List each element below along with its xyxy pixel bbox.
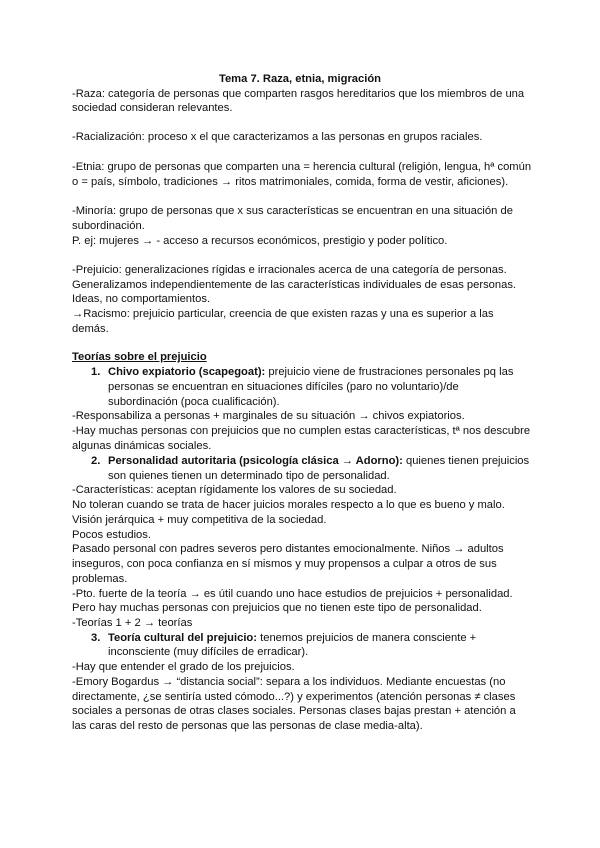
- list-item-text: quienes tienen prejuicios: [402, 455, 530, 467]
- list-item-title: Teoría cultural del prejuicio:: [108, 632, 257, 644]
- text-line: -Racialización: proceso x el que caracterizamos a las personas en grupos raciales.: [72, 131, 483, 143]
- text-line: las caras del resto de personas que las personas de clase media-alta).: [72, 720, 423, 732]
- text-line: -Hay que entender el grado de los prejuicios.: [72, 661, 295, 673]
- text-line: sociedad consideran relevantes.: [72, 102, 233, 114]
- text-line: -Características: aceptan rígidamente los valores de su sociedad.: [72, 484, 397, 496]
- text-line: algunas dinámicas sociales.: [72, 440, 212, 452]
- list-item-title: Personalidad autoritaria (psicología clásica → Adorno):: [108, 455, 403, 467]
- list-item: [108, 631, 476, 645]
- list-item-title: Chivo expiatorio (scapegoat):: [108, 366, 266, 378]
- list-item-text: tenemos prejuicios de manera consciente +: [257, 632, 477, 644]
- text-line: inconsciente (muy difíciles de erradicar).: [108, 646, 309, 658]
- text-line: inseguros, con poca confianza en sí mismos y muy propensos a culpar a otros de sus: [72, 558, 497, 570]
- text-line: demás.: [72, 323, 109, 335]
- text-line: subordinación.: [72, 220, 145, 232]
- text-line: -Pto. fuerte de la teoría → es útil cuando uno hace estudios de prejuicios + personalidad.: [72, 588, 513, 600]
- text-line: Generalizamos independientemente de las características individuales de esas personas.: [72, 279, 517, 291]
- text-line: -Minoría: grupo de personas que x sus características se encuentran en una situación de: [72, 205, 513, 217]
- text-line: -Prejuicio: generalizaciones rígidas e irracionales acerca de una categoría de personas.: [72, 264, 507, 276]
- text-line: -Responsabiliza a personas + marginales de su situación → chivos expiatorios.: [72, 410, 465, 422]
- text-line: →Racismo: prejuicio particular, creencia de que existen razas y una es superior a las: [72, 308, 494, 320]
- page-title: Tema 7. Raza, etnia, migración: [218, 73, 382, 85]
- text-line: Pocos estudios.: [72, 529, 151, 541]
- text-line: subordinación (poca cualificación).: [108, 396, 280, 408]
- list-number: 3.: [91, 632, 101, 644]
- text-line: Pasado personal con padres severos pero distantes emocionalmente. Niños → adultos: [72, 543, 504, 555]
- text-line: -Etnia: grupo de personas que comparten una = herencia cultural (religión, lengua, hª común: [72, 161, 532, 173]
- text-line: -Emory Bogardus → “distancia social”: separa a los individuos. Mediante encuestas (no: [72, 676, 506, 688]
- list-number: 1.: [91, 366, 101, 378]
- text-line: -Raza: categoría de personas que comparten rasgos hereditarios que los miembros de una: [72, 88, 525, 100]
- text-line: o = país, símbolo, tradiciones → ritos matrimoniales, comida, forma de vestir, aficiones).: [72, 176, 509, 188]
- text-line: son quienes tienen un determinado tipo de personalidad.: [108, 470, 390, 482]
- text-line: problemas.: [72, 573, 128, 585]
- text-line: Ideas, no comportamientos.: [72, 293, 211, 305]
- text-line: personas se encuentran en situaciones difíciles (paro no voluntario)/de: [108, 381, 459, 393]
- list-number: 2.: [91, 455, 101, 467]
- list-item: [108, 365, 513, 379]
- list-item: [108, 454, 529, 468]
- section-heading: Teorías sobre el prejuicio: [72, 351, 207, 363]
- list-item-text: prejuicio viene de frustraciones personales pq las: [265, 366, 514, 378]
- text-line: directamente, ¿se sentiría usted cómodo...?) y experimentos (atención personas ≠ clases: [72, 691, 516, 703]
- text-line: Pero hay muchas personas con prejuicios que no tienen este tipo de personalidad.: [72, 602, 482, 614]
- text-line: Visión jerárquica + muy competitiva de la sociedad.: [72, 514, 327, 526]
- text-line: P. ej: mujeres → - acceso a recursos económicos, prestigio y poder político.: [72, 235, 448, 247]
- text-line: -Teorías 1 + 2 → teorías: [72, 617, 193, 629]
- text-line: sociales a personas de otras clases sociales. Personas clases bajas prestan + atención a: [72, 705, 516, 717]
- text-line: -Hay muchas personas con prejuicios que no cumplen estas características, tª nos descubre: [72, 425, 531, 437]
- text-line: No toleran cuando se trata de hacer juicios morales respecto a lo que es bueno y malo.: [72, 499, 505, 511]
